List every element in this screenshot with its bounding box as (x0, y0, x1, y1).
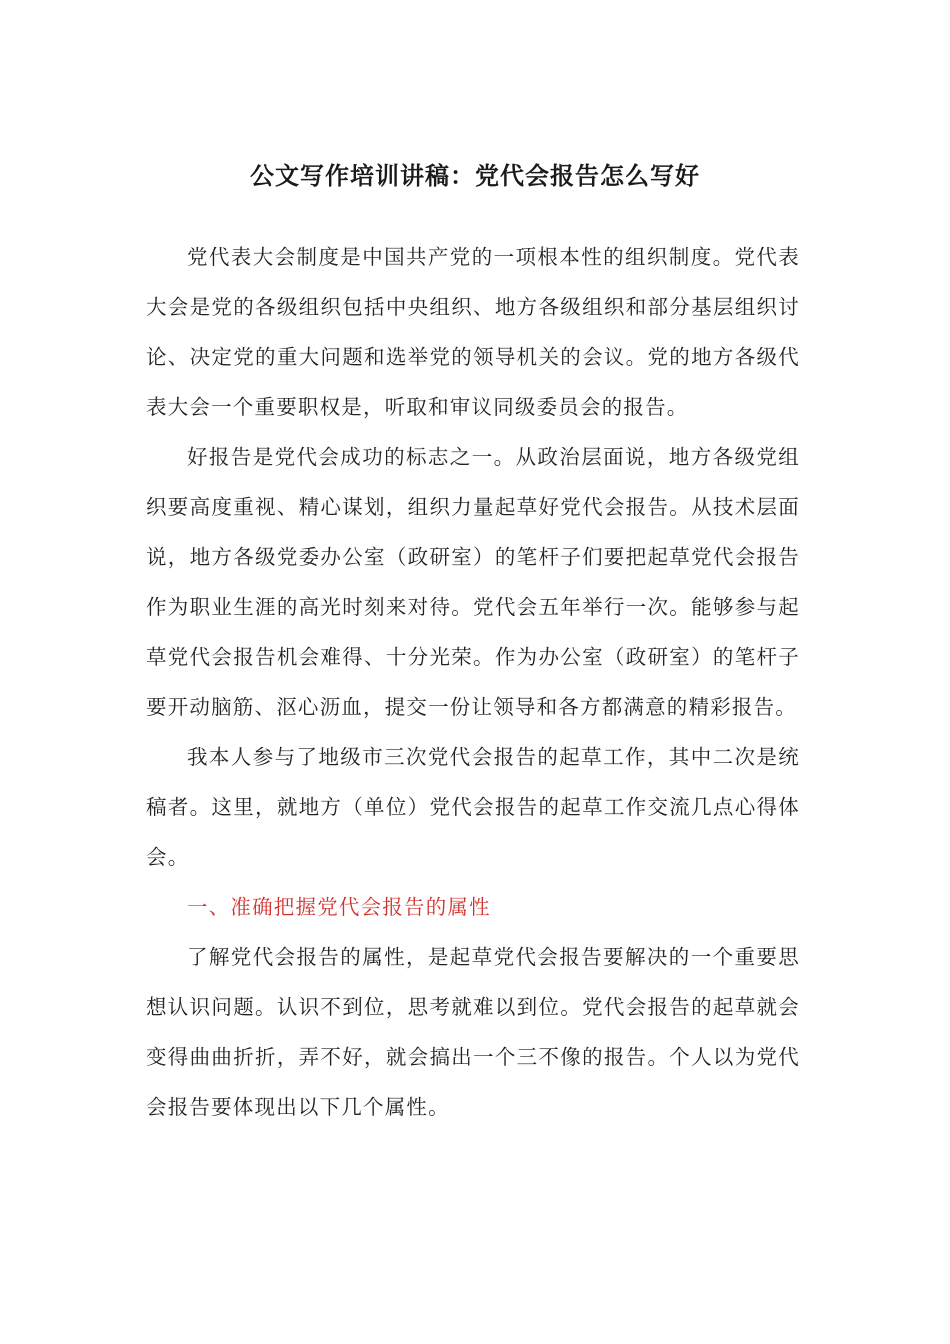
section-heading-1: 一、准确把握党代会报告的属性 (187, 895, 491, 919)
paragraph-good-report: 好报告是党代会成功的标志之一。从政治层面说，地方各级党组织要高度重视、精心谋划，组织力量起草好党代会报告。从技术层面说，地方各级党委办公室（政研室）的笔杆子们要把起草党代会报告作为职业生涯的高光时刻来对待。党代会五年举行一次。能够参与起草党代会报告机会难得、十分光荣。作为办公室（政研室）的笔杆子要开动脑筋、沤心沥血，提交一份让领导和各方都满意的精彩报告。 (146, 445, 800, 719)
paragraph-attributes: 了解党代会报告的属性，是起草党代会报告要解决的一个重要思想认识问题。认识不到位，思考就难以到位。党代会报告的起草就会变得曲曲折折，弄不好，就会搞出一个三不像的报告。个人以为党代会报告要体现出以下几个属性。 (146, 945, 800, 1119)
document-title: 公文写作培训讲稿：党代会报告怎么写好 (250, 162, 700, 190)
paragraph-intro: 党代表大会制度是中国共产党的一项根本性的组织制度。党代表大会是党的各级组织包括中央组织、地方各级组织和部分基层组织讨论、决定党的重大问题和选举党的领导机关的会议。党的地方各级代表大会一个重要职权是，听取和审议同级委员会的报告。 (146, 245, 800, 419)
paragraph-experience: 我本人参与了地级市三次党代会报告的起草工作，其中二次是统稿者。这里，就地方（单位）党代会报告的起草工作交流几点心得体会。 (146, 745, 800, 869)
document-body (146, 232, 800, 1132)
